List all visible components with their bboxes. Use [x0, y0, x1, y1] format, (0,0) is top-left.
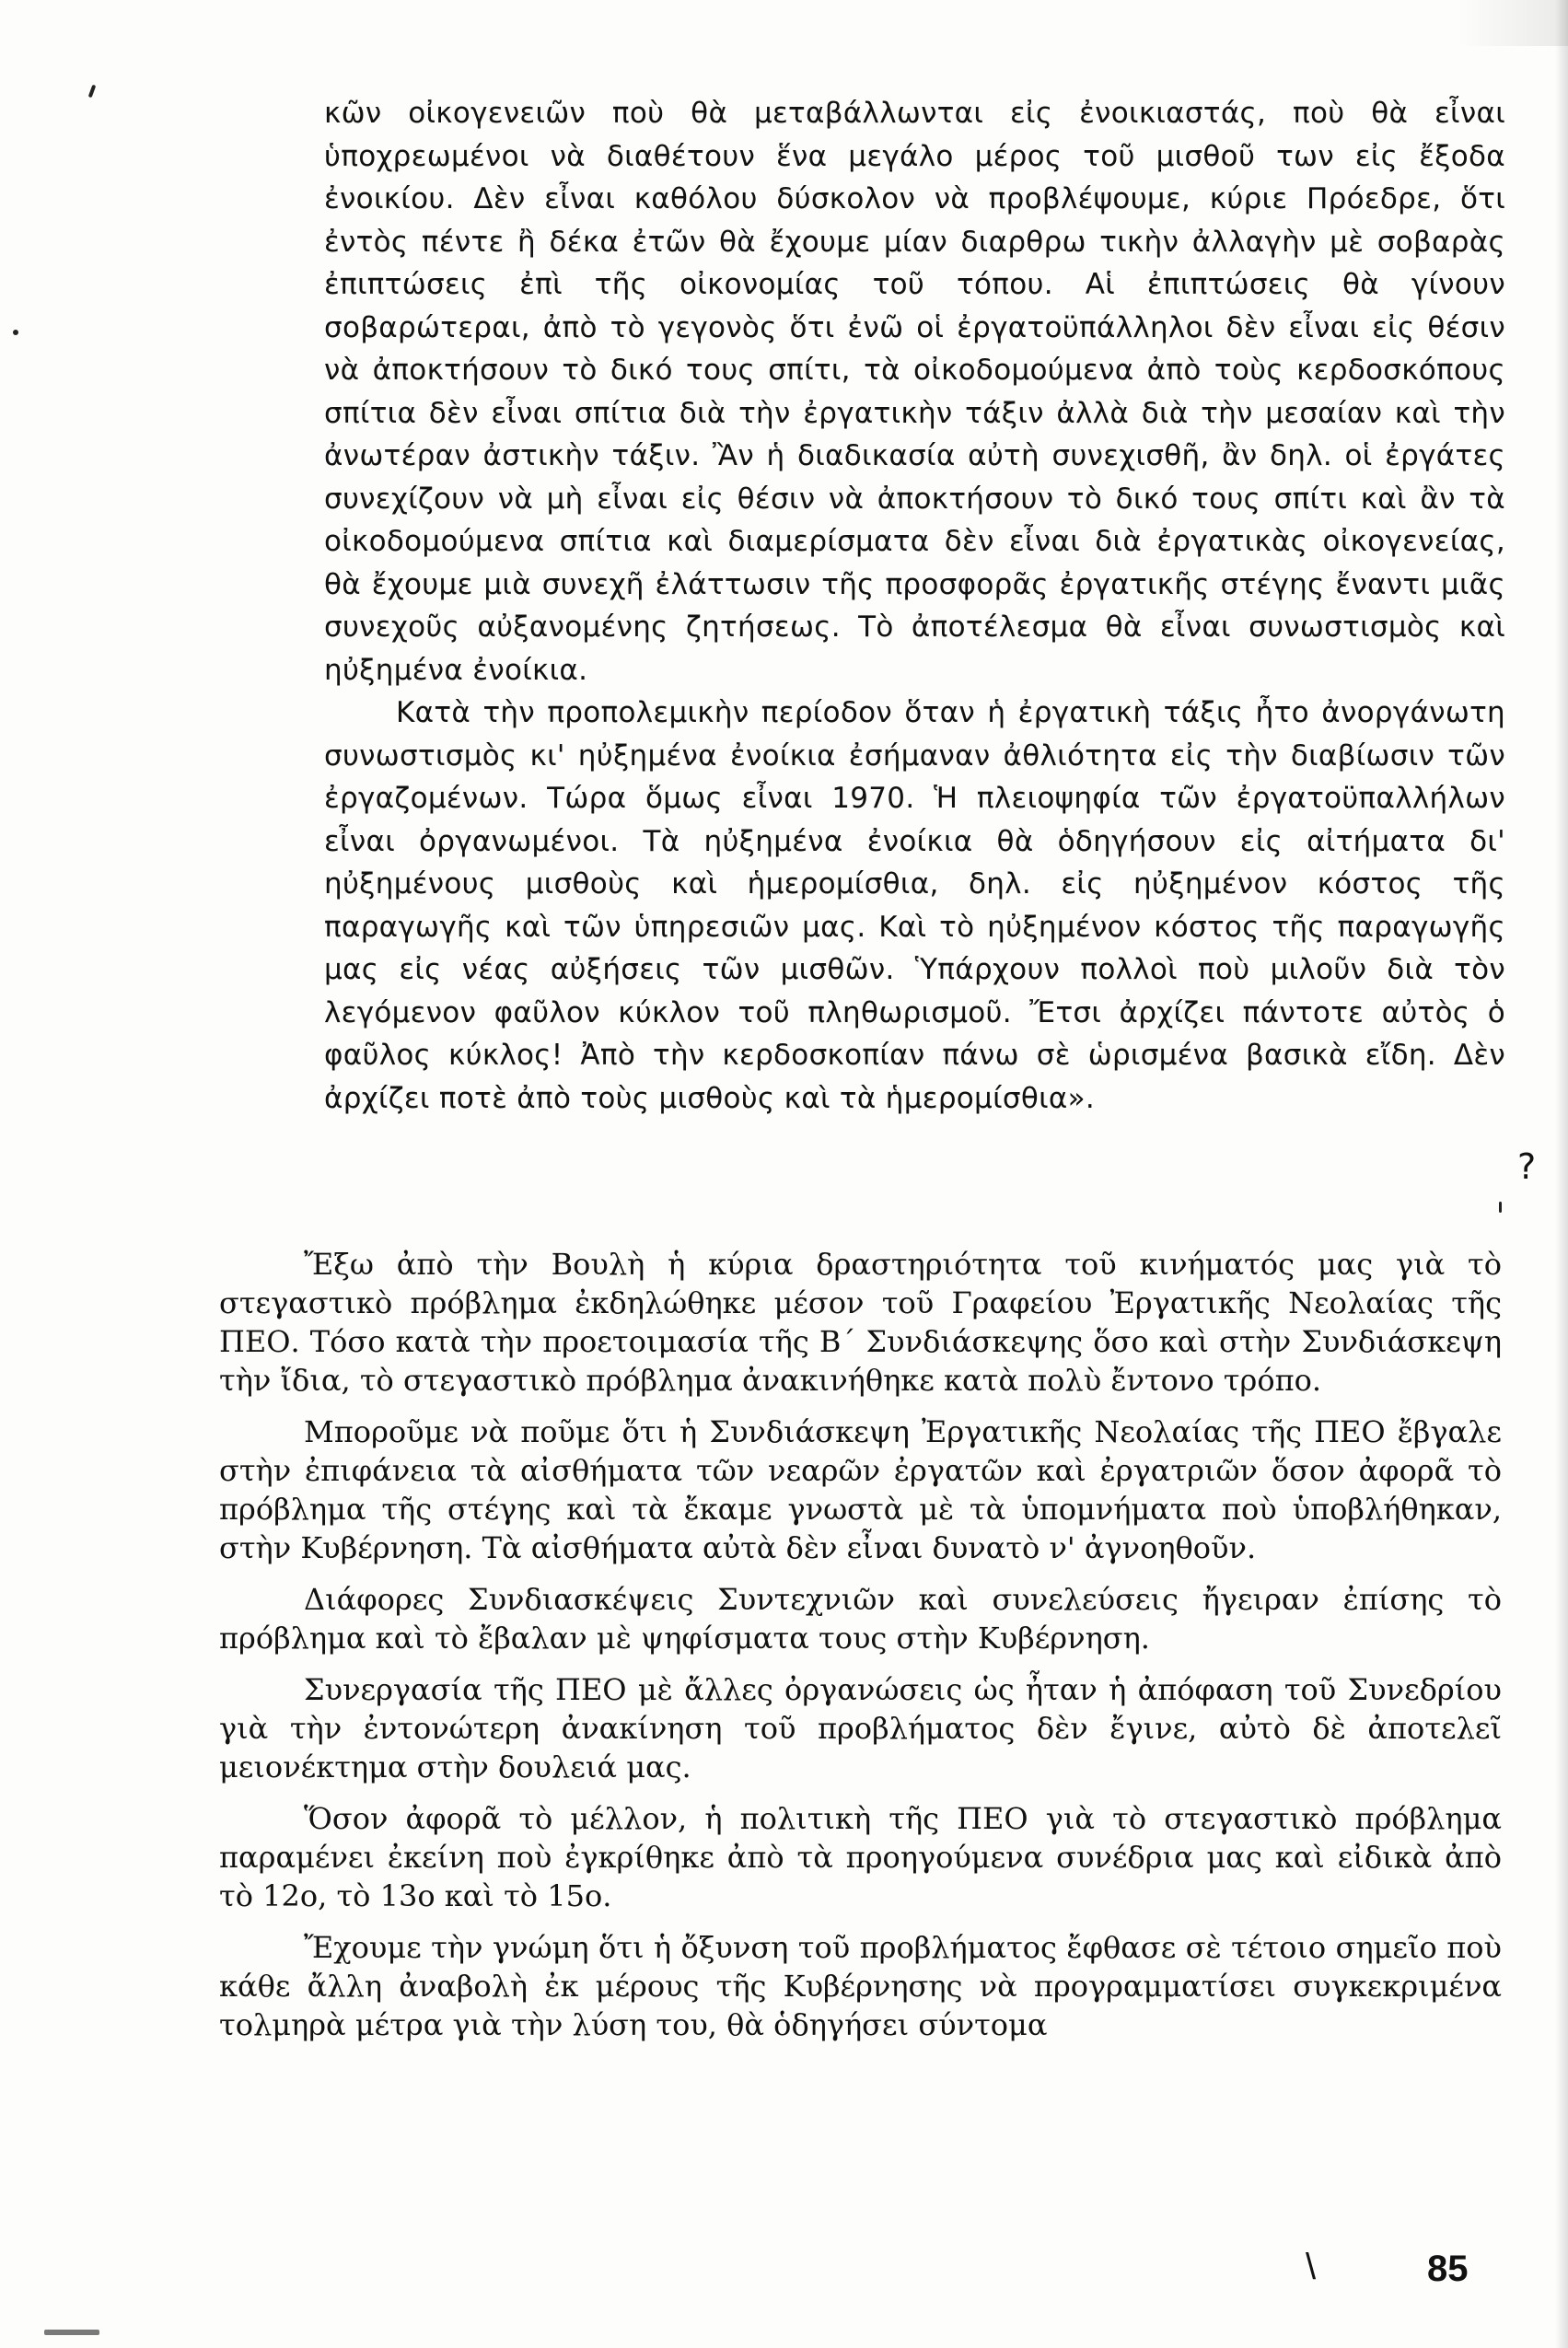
- scan-edge-shadow-right: [1555, 0, 1568, 2348]
- page-number: 85: [1427, 2249, 1469, 2289]
- body-paragraph: Συνεργασία τῆς ΠΕΟ μὲ ἄλλες ὀργανώσεις ὡς ἦταν ἡ ἀπόφαση τοῦ Συνεδρίου γιὰ τὴν ἐντονώτερη ἀνακίνηση τοῦ προβλήματος δὲν ἔγινε, αὐτὸ δὲ ἀποτελεῖ μειονέκτημα στὴν δουλειά μας.: [219, 1672, 1502, 1784]
- body-paragraph: Ἔχουμε τὴν γνώμη ὅτι ἡ ὄξυνση τοῦ προβλήματος ἔφθασε σὲ τέτοιο σημεῖο ποὺ κάθε ἄλλη ἀναβολὴ ἐκ μέρους τῆς Κυβέρνησης νὰ προγραμματίσει συγκεκριμένα τολμηρὰ μέτρα γιὰ τὴν λύση του, θὰ ὁδηγήσει σύντομα: [219, 1930, 1502, 2042]
- body-text: [219, 1245, 1502, 2057]
- scan-speck: [1499, 1202, 1502, 1213]
- scan-speck: [44, 2330, 99, 2335]
- body-paragraph: Μποροῦμε νὰ ποῦμε ὅτι ἡ Συνδιάσκεψη Ἐργατικῆς Νεολαίας τῆς ΠΕΟ ἔβγαλε στὴν ἐπιφάνεια τὰ αἰσθήματα τῶν νεαρῶν ἐργατῶν καὶ ἐργατριῶν ὅσον ἀφορᾶ τὸ πρόβλημα τῆς στέγης καὶ τὰ ἔκαμε γνωστὰ μὲ τὰ ὑπομνήματα ποὺ ὑποβλήθηκαν, στὴν Κυβέρνηση. Τὰ αἰσθήματα αὐτὰ δὲν εἶναι δυνατὸ ν' ἀγνοηθοῦν.: [219, 1414, 1502, 1565]
- margin-bracket-mark: ?: [1517, 1146, 1537, 1187]
- margin-backslash-mark: \: [1306, 2247, 1317, 2287]
- scan-speck: [88, 85, 97, 99]
- quoted-speech-block: [324, 92, 1505, 1120]
- body-paragraph: Διάφορες Συνδιασκέψεις Συντεχνιῶν καὶ συνελεύσεις ἤγειραν ἐπίσης τὸ πρόβλημα καὶ τὸ ἔβαλαν μὲ ψηφίσματα τους στὴν Κυβέρνηση.: [219, 1582, 1502, 1656]
- body-paragraph: Ὅσον ἀφορᾶ τὸ μέλλον, ἡ πολιτικὴ τῆς ΠΕΟ γιὰ τὸ στεγαστικὸ πρόβλημα παραμένει ἐκείνη ποὺ ἐγκρίθηκε ἀπὸ τὰ προηγούμενα συνέδρια μας καὶ εἰδικὰ ἀπὸ τὸ 12ο, τὸ 13ο καὶ τὸ 15ο.: [219, 1801, 1502, 1913]
- scan-speck: [13, 330, 18, 335]
- quote-paragraph: κῶν οἰκογενειῶν ποὺ θὰ μεταβάλλωνται εἰς ἐνοικιαστάς, ποὺ θὰ εἶναι ὑποχρεωμένοι νὰ διαθέτουν ἕνα μεγάλο μέρος τοῦ μισθοῦ των εἰς ἔξοδα ἐνοικίου. Δὲν εἶναι καθόλου δύσκολον νὰ προβλέψουμε, κύριε Πρόεδρε, ὅτι ἐντὸς πέντε ἢ δέκα ἐτῶν θὰ ἔχουμε μίαν διαρθρω τικὴν ἀλλαγὴν μὲ σοβαρὰς ἐπιπτώσεις ἐπὶ τῆς οἰκονομίας τοῦ τόπου. Αἱ ἐπιπτώσεις θὰ γίνουν σοβαρώτεραι, ἀπὸ τὸ γεγονὸς ὅτι ἐνῶ οἱ ἐργατοϋπάλληλοι δὲν εἶναι εἰς θέσιν νὰ ἀποκτήσουν τὸ δικό τους σπίτι, τὰ οἰκοδομούμενα ἀπὸ τοὺς κερδοσκόπους σπίτια δὲν εἶναι σπίτια διὰ τὴν ἐργατικὴν τάξιν ἀλλὰ διὰ τὴν μεσαίαν καὶ τὴν ἀνωτέραν ἀστικὴν τάξιν. Ἂν ἡ διαδικασία αὐτὴ συνεχισθῆ, ἂν δηλ. οἱ ἐργάτες συνεχίζουν νὰ μὴ εἶναι εἰς θέσιν νὰ ἀποκτήσουν τὸ δικό τους σπίτι καὶ ἂν τὰ οἰκοδομούμενα σπίτια καὶ διαμερίσματα δὲν εἶναι διὰ ἐργατικὰς οἰκογενείας, θὰ ἔχουμε μιὰ συνεχῆ ἐλάττωσιν τῆς προσφορᾶς ἐργατικῆς στέγης ἔναντι μιᾶς συνεχοῦς αὐξανομένης ζητήσεως. Τὸ ἀποτέλεσμα θὰ εἶναι συνωστισμὸς καὶ ηὐξημένα ἐνοίκια.: [324, 97, 1505, 687]
- quote-paragraph: Κατὰ τὴν προπολεμικὴν περίοδον ὅταν ἡ ἐργατικὴ τάξις ἦτο ἀνοργάνωτη συνωστισμὸς κι' ηὐξημένα ἐνοίκια ἐσήμαναν ἀθλιότητα εἰς τὴν διαβίωσιν τῶν ἐργαζομένων. Τώρα ὅμως εἶναι 1970. Ἡ πλειοψηφία τῶν ἐργατοϋπαλλήλων εἶναι ὀργανωμένοι. Τὰ ηὐξημένα ἐνοίκια θὰ ὁδηγήσουν εἰς αἰτήματα δι' ηὐξημένους μισθοὺς καὶ ἡμερομίσθια, δηλ. εἰς ηὐξημένον κόστος τῆς παραγωγῆς καὶ τῶν ὑπηρεσιῶν μας. Καὶ τὸ ηὐξημένον κόστος τῆς παραγωγῆς μας εἰς νέας αὐξήσεις τῶν μισθῶν. Ὑπάρχουν πολλοὶ ποὺ μιλοῦν διὰ τὸν λεγόμενον φαῦλον κύκλον τοῦ πληθωρισμοῦ. Ἔτσι ἀρχίζει πάντοτε αὐτὸς ὁ φαῦλος κύκλος! Ἀπὸ τὴν κερδοσκοπίαν πάνω σὲ ὡρισμένα βασικὰ εἴδη. Δὲν ἀρχίζει ποτὲ ἀπὸ τοὺς μισθοὺς καὶ τὰ ἡμερομίσθια».: [324, 696, 1505, 1115]
- body-paragraph: Ἔξω ἀπὸ τὴν Βουλὴ ἡ κύρια δραστηριότητα τοῦ κινήματός μας γιὰ τὸ στεγαστικὸ πρόβλημα ἐκδηλώθηκε μέσον τοῦ Γραφείου Ἐργατικῆς Νεολαίας τῆς ΠΕΟ. Τόσο κατὰ τὴν προετοιμασία τῆς Β΄ Συνδιάσκεψης ὅσο καὶ στὴν Συνδιάσκεψη τὴν ἴδια, τὸ στεγαστικὸ πρόβλημα ἀνακινήθηκε κατὰ πολὺ ἔντονο τρόπο.: [219, 1247, 1502, 1398]
- scan-edge-shadow-top: [1458, 0, 1568, 46]
